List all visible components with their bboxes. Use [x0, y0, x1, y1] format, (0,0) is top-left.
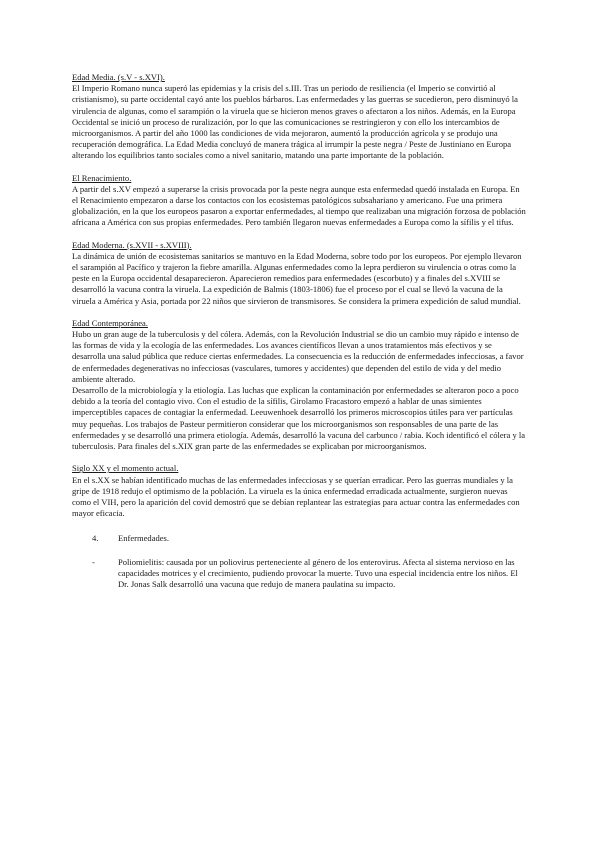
section-heading: El Renacimiento.: [72, 172, 132, 183]
section-paragraph: Desarrollo de la microbiología y la etiología. Las luchas que explican la contaminación por enfermedades se alteraron poco a poco debido a la teoría del contagio vivo. Con el estudio de la sífilis, Girolamo Fracastoro empezó a hablar de unas simientes imperceptibles capaces de contagiar la enfermedad. Leeuwenhoek desarrolló los primeros microscopios útiles para ver partículas muy pequeñas. Los trabajos de Pasteur permitieron considerar que los microorganismos son responsables de una parte de las enfermedades y se desarrolló una primera etiología. Además, desarrolló la vacuna del carbunco / rabia. Koch identificó el cólera y la tuberculosis. Para finales del s.XIX gran parte de las enfermedades se explicaban por microorganismos.: [72, 385, 526, 452]
section-paragraph: En el s.XX se habían identificado muchas de las enfermedades infecciosas y se querían erradicar. Pero las guerras mundiales y la gripe de 1918 redujo el optimismo de la población. La viruela es la única enfermedad erradicada actualmente, surgieron nuevas como el VIH, pero la aparición del covid demostró que se debían replantear las estrategias para actuar contra las enfermedades con mayor eficacia.: [72, 474, 520, 519]
section-edad-media: [72, 72, 527, 162]
document-page: [72, 72, 527, 602]
section-renacimiento: [72, 173, 527, 229]
section-paragraph: A partir del s.XV empezó a superarse la crisis provocada por la peste negra aunque esta enfermedad quedó instalada en Europa. En el Renacimiento empezaron a darse los contactos con los ecosistemas patológicos subsahariano y americano. Fue una primera globalización, en la que los europeos pasaron a exportar enfermedades, al tiempo que realizaban una migración forzosa de población africana a América con sus propias enfermedades. Pero también llegaron nuevas enfermedades a Europa como la sífilis y el tifus.: [72, 183, 526, 228]
list-item: [72, 557, 527, 591]
list-marker: 4.: [92, 533, 99, 544]
section-siglo-xx: [72, 463, 527, 519]
section-paragraph: El Imperio Romano nunca superó las epidemias y la crisis del s.III. Tras un periodo de resiliencia (el Imperio se convirtió al cristianismo), su parte occidental cayó ante los pueblos bárbaros. Las enfermedades y las guerras se sucedieron, pero disminuyó la virulencia de algunas, como el sarampión o la viruela que se hicieron menos graves o afectaron a los niños. Además, en la Europa Occidental se inició un proceso de ruralización, por lo que las comunicaciones se restringieron y con ello los intercambios de microorganismos. A partir del año 1000 las condiciones de vida mejoraron, aumentó la producción agrícola y se produjo una recuperación demográfica. La Edad Media concluyó de manera trágica al irrumpir la peste negra / Peste de Justiniano en Europa alterando los equilibrios tanto sociales como a nivel sanitario, matando una parte importante de la población.: [72, 83, 518, 161]
list-marker: -: [92, 556, 95, 567]
section-paragraph: Hubo un gran auge de la tuberculosis y del cólera. Además, con la Revolución Industrial se dio un cambio muy rápido e intenso de las formas de vida y la ecología de las enfermedades. Los avances científicos llevan a unos tratamientos más efectivos y se desarrolla una salud pública que reduce ciertas enfermedades. La consecuencia es la reducción de enfermedades infecciosas, a favor de enfermedades degenerativas no infecciosas (vasculares, tumores y accidentes) que dependen del estilo de vida y del medio ambiente alterado.: [72, 329, 524, 384]
list-item-text: Enfermedades.: [118, 533, 170, 544]
list-item-text: Poliomielitis: causada por un poliovirus perteneciente al género de los enterovirus. Afecta al sistema nervioso en las capacidades motrices y el crecimiento, pudiendo provocar la muerte. Tuvo una especial incidencia entre los niños. El Dr. Jonas Salk desarrolló una vacuna que redujo de manera paulatina su impacto.: [118, 556, 518, 589]
list-item: [72, 533, 527, 544]
section-edad-contemporanea: [72, 318, 527, 452]
section-edad-moderna: [72, 240, 527, 307]
enfermedades-list: [72, 533, 527, 590]
section-heading: Edad Contemporánea.: [72, 317, 148, 328]
section-heading: Edad Media. (s.V - s.XVI).: [72, 72, 165, 82]
section-heading: Edad Moderna. (s.XVII - s.XVIII).: [72, 239, 192, 250]
section-heading: Siglo XX y el momento actual.: [72, 463, 179, 474]
section-paragraph: La dinámica de unión de ecosistemas sanitarios se mantuvo en la Edad Moderna, sobre todo por los europeos. Por ejemplo llevaron el sarampión al Pacífico y trajeron la fiebre amarilla. Algunas enfermedades como la lepra perdieron su virulencia o otras como la peste en la Europa occidental desaparecieron. Aparecieron remedios para enfermedades (escorbuto) y a finales del s.XVIII se desarrolló la vacuna contra la viruela. La expedición de Balmis (1803-1806) fue el proceso por el cual se llevó la vacuna de la viruela a América y Asia, portada por 22 niños que sirvieron de transmisores. Se considera la primera expedición de salud mundial.: [72, 250, 522, 306]
